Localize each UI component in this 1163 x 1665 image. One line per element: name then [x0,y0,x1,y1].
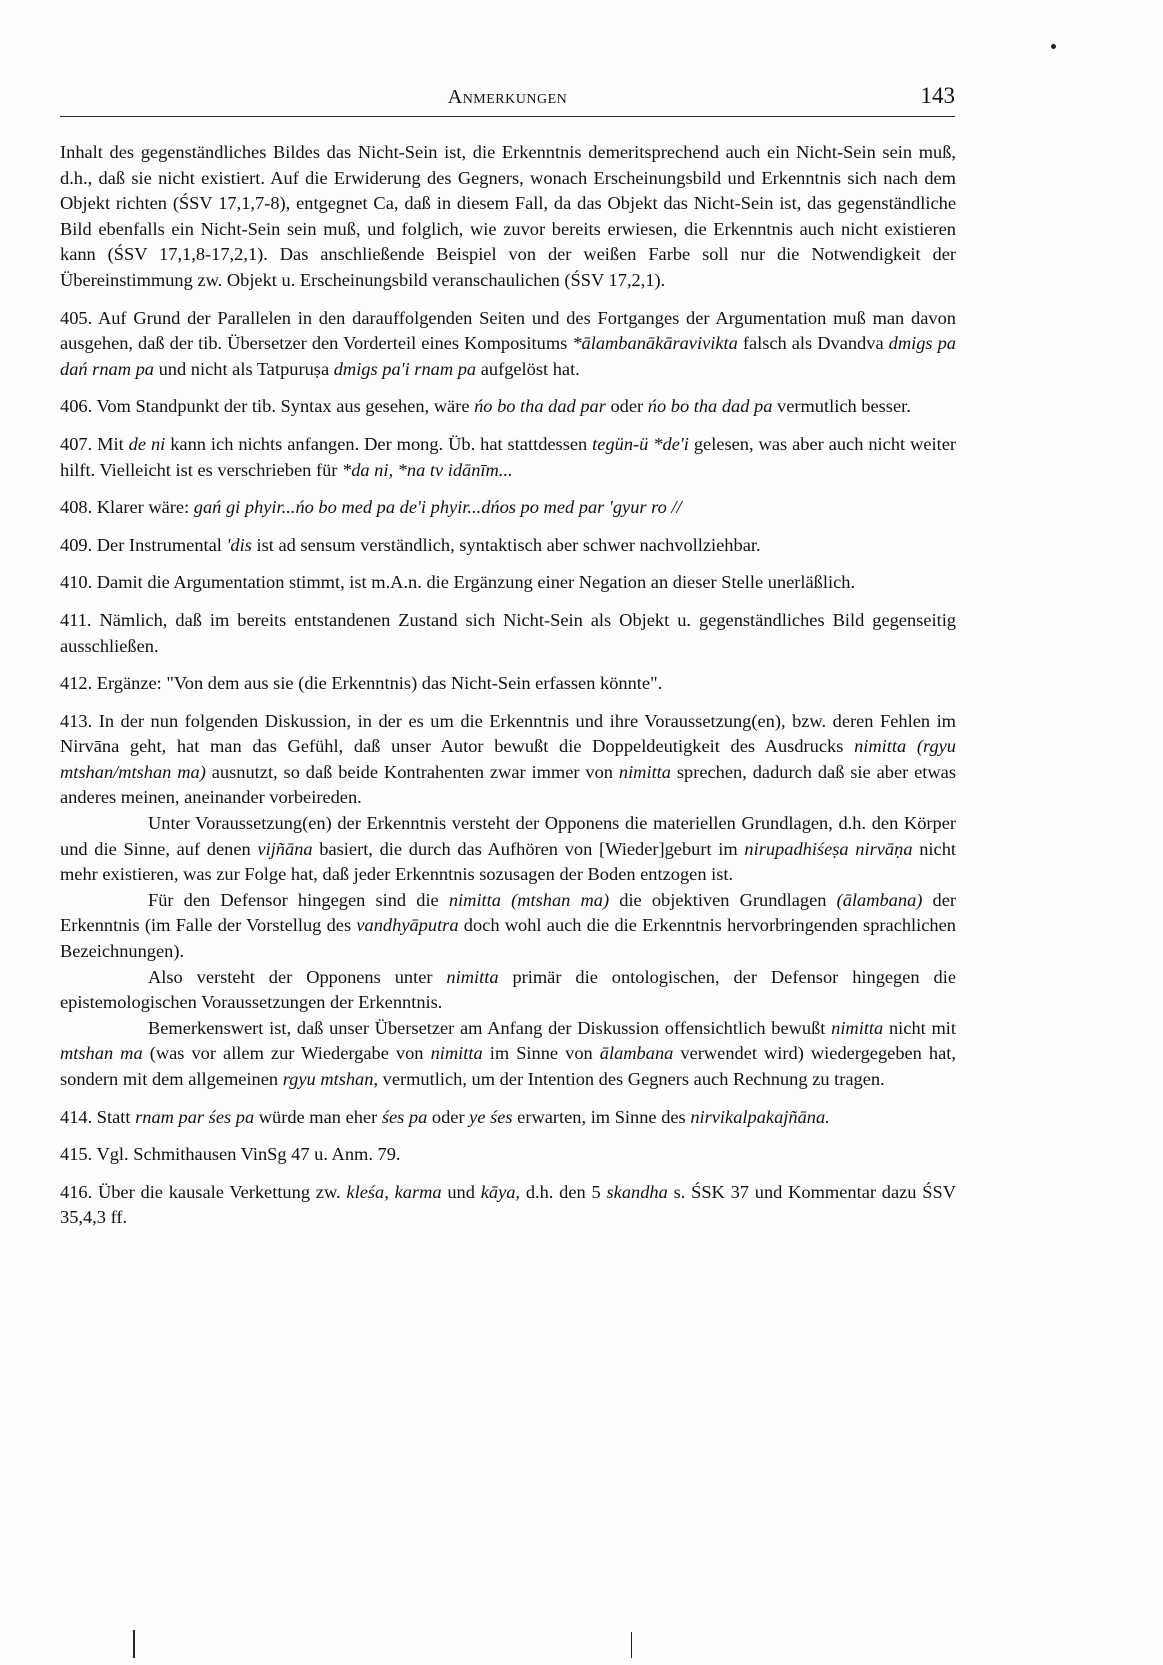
note-413-paragraph-3: Für den Defensor hingegen sind die nimitta (mtshan ma) die objektiven Grundlagen (ālambana) der Erkenntnis (im Falle der Vorstellug des vandhyāputra doch wohl auch die die Erkenntnis hervorbringenden sprachlichen Bezeichnungen). [60,889,957,962]
page-number: 143 [920,83,955,108]
note-413 [60,709,956,1093]
note-410: 410. Damit die Argumentation stimmt, ist m.A.n. die Ergänzung einer Negation an dieser Stelle unerläßlich. [60,572,856,593]
note-413-paragraph-2: Unter Voraussetzung(en) der Erkenntnis versteht der Opponens die materiellen Grundlagen, d.h. den Körper und die Sinne, auf denen vijñāna basiert, die durch das Aufhören von [Wieder]geburt im nirupadhiśeṣa nirvāṇa nicht mehr existieren, was zur Folge hat, daß jeder Erkenntnis sozusagen der Boden entzogen ist. [60,813,956,885]
note-415: 415. Vgl. Schmithausen VinSg 47 u. Anm. 79. [60,1144,401,1165]
note-413-paragraph-4: Also versteht der Opponens unter nimitta primär die ontologischen, der Defensor hingegen die epistemologischen Voraussetzungen der Erkenntnis. [60,966,956,1013]
note-409: 409. Der Instrumental 'dis ist ad sensum verständlich, syntaktisch aber schwer nachvollziehbar. [60,534,761,555]
note-408: 408. Klarer wäre: gań gi phyir...ńo bo med pa de'i phyir...dńos po med par 'gyur ro // [60,497,682,518]
note-411: 411. Nämlich, daß im bereits entstandenen Zustand sich Nicht-Sein als Objekt u. gegenständliches Bild gegenseitig ausschließen. [60,609,956,656]
intro-paragraph: Inhalt des gegenständliches Bildes das Nicht-Sein ist, die Erkenntnis demeritsprechend auch ein Nicht-Sein sein muß, d.h., daß sie nicht existiert. Auf die Erwiderung des Gegners, wonach Erscheinungsbild und Erkenntnis sich nach dem Objekt richten (ŚSV 17,1,7-8), entgegnet Ca, daß in diesem Fall, da das Objekt das Nicht-Sein ist, das gegenständliche Bild ebenfalls ein Nicht-Sein sein muß, und folglich, wie zuvor bereits erwiesen, die Erkenntnis auch nicht existieren kann (ŚSV 17,1,8-17,2,1). Das anschließende Beispiel von der weißen Farbe soll nur die Notwendigkeit der Übereinstimmung zw. Objekt u. Erscheinungsbild veranschaulichen (ŚSV 17,2,1). [60,142,956,290]
note-413-paragraph-1: 413. In der nun folgenden Diskussion, in der es um die Erkenntnis und ihre Voraussetzung(en), bzw. deren Fehlen im Nirvāna geht, hat man das Gefühl, daß unser Autor bewußt die Doppeldeutigkeit des Ausdrucks nimitta (rgyu mtshan/mtshan ma) ausnutzt, so daß beide Kontrahenten zwar immer von nimitta sprechen, dadurch daß sie aber etwas anderes meinen, aneinander vorbeireden. [60,710,957,808]
note-405: 405. Auf Grund der Parallelen in den darauffolgenden Seiten und des Fortganges der Argumentation muß man davon ausgehen, daß der tib. Übersetzer den Vorderteil eines Kompositums *ālambanākāravivikta falsch als Dvandva dmigs pa dań rnam pa und nicht als Tatpuruṣa dmigs pa'i rnam pa aufgelöst hat. [60,307,956,379]
notes-body [60,140,956,1243]
note-413-paragraph-5: Bemerkenswert ist, daß unser Übersetzer am Anfang der Diskussion offensichtlich bewußt nimitta nicht mit mtshan ma (was vor allem zur Wiedergabe von nimitta im Sinne von ālambana verwendet wird) wiedergegeben hat, sondern mit dem allgemeinen rgyu mtshan, vermutlich, um der Intention des Gegners auch Rechnung zu tragen. [60,1017,956,1089]
note-412: 412. Ergänze: "Von dem aus sie (die Erkenntnis) das Nicht-Sein erfassen könnte". [60,673,663,694]
scan-mark-right [631,1632,632,1658]
note-406: 406. Vom Standpunkt der tib. Syntax aus gesehen, wäre ńo bo tha dad par oder ńo bo tha dad pa vermutlich besser. [60,396,911,417]
scan-mark-left [133,1630,135,1658]
scan-speck [1051,44,1056,49]
note-407: 407. Mit de ni kann ich nichts anfangen. Der mong. Üb. hat stattdessen tegün-ü *de'i gelesen, was aber auch nicht weiter hilft. Vielleicht ist es verschrieben für *da ni, *na tv idānīm... [60,433,957,480]
note-414: 414. Statt rnam par śes pa würde man eher śes pa oder ye śes erwarten, im Sinne des nirvikalpakajñāna. [60,1106,830,1127]
header-title: Anmerkungen [447,86,568,108]
running-header [60,82,955,117]
note-416: 416. Über die kausale Verkettung zw. kleśa, karma und kāya, d.h. den 5 skandha s. ŚSK 37 und Kommentar dazu ŚSV 35,4,3 ff. [60,1181,956,1228]
